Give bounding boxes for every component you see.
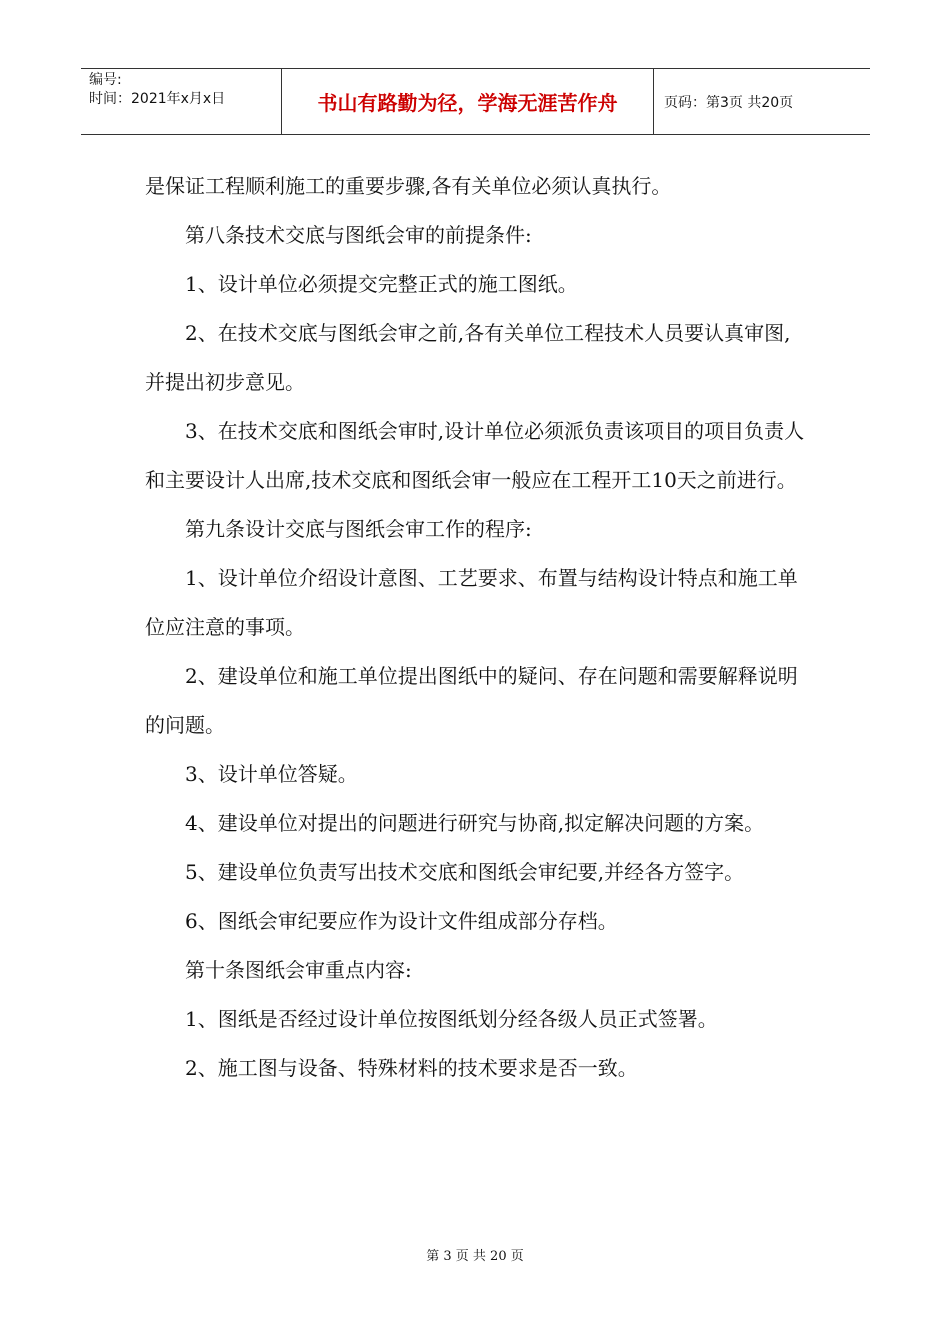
- paragraph: 5、建设单位负责写出技术交底和图纸会审纪要,并经各方签字。: [185, 860, 745, 884]
- section-heading: 第八条技术交底与图纸会审的前提条件:: [185, 223, 532, 247]
- header-motto: 书山有路勤为径，学海无涯苦作舟: [282, 69, 654, 134]
- page-footer: 第 3 页 共 20 页: [426, 1249, 524, 1264]
- section-heading: 第九条设计交底与图纸会审工作的程序:: [185, 517, 532, 541]
- document-number-label: 编号:: [89, 72, 122, 88]
- document-body: [145, 162, 810, 1093]
- paragraph: 1、图纸是否经过设计单位按图纸划分经各级人员正式签署。: [185, 1007, 718, 1031]
- paragraph: 2、建设单位和施工单位提出图纸中的疑问、存在问题和需要解释说明的问题。: [145, 664, 798, 737]
- paragraph: 1、设计单位介绍设计意图、工艺要求、布置与结构设计特点和施工单位应注意的事项。: [145, 566, 798, 639]
- paragraph: 3、在技术交底和图纸会审时,设计单位必须派负责该项目的项目负责人和主要设计人出席,技术交底和图纸会审一般应在工程开工10天之前进行。: [145, 419, 805, 492]
- document-date: 时间：2021年x月x日: [89, 91, 226, 107]
- paragraph: 1、设计单位必须提交完整正式的施工图纸。: [185, 272, 578, 296]
- paragraph: 6、图纸会审纪要应作为设计文件组成部分存档。: [185, 909, 618, 933]
- paragraph: 2、施工图与设备、特殊材料的技术要求是否一致。: [185, 1056, 638, 1080]
- paragraph: 是保证工程顺利施工的重要步骤,各有关单位必须认真执行。: [145, 174, 672, 198]
- header-page-info: 页码：第3页 共20页: [664, 94, 794, 111]
- header-meta: [81, 69, 282, 134]
- section-heading: 第十条图纸会审重点内容:: [185, 958, 412, 982]
- page-header: [81, 68, 870, 135]
- paragraph: 3、设计单位答疑。: [185, 762, 358, 786]
- paragraph: 4、建设单位对提出的问题进行研究与协商,拟定解决问题的方案。: [185, 811, 765, 835]
- paragraph: 2、在技术交底与图纸会审之前,各有关单位工程技术人员要认真审图,并提出初步意见。: [145, 321, 791, 394]
